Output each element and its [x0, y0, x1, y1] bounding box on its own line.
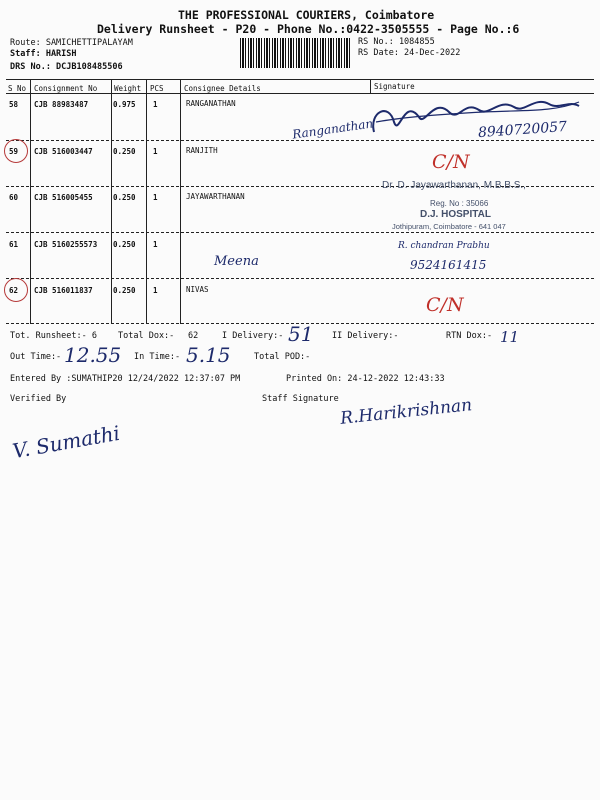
rs-date: RS Date: 24-Dec-2022 — [358, 48, 461, 58]
row-weight: 0.250 — [113, 286, 136, 295]
col-header-pcs: PCS — [150, 84, 164, 93]
i-delivery-label: I Delivery:- — [222, 331, 284, 341]
row-consignee: RANJITH — [186, 146, 218, 155]
verified-by-label: Verified By — [10, 394, 67, 404]
row-divider — [6, 232, 594, 233]
row-consignment-no: CJB 5160255573 — [34, 240, 98, 249]
row-sno: 61 — [9, 240, 19, 249]
doctor-stamp-address: Jothipuram, Coimbatore - 641 047 — [392, 222, 506, 231]
row-pcs: 1 — [153, 147, 158, 156]
row-weight: 0.975 — [113, 100, 136, 109]
row-sno: 59 — [9, 147, 19, 156]
runsheet-title: Delivery Runsheet - P20 - Phone No.:0422-3505555 - Page No.:6 — [97, 22, 520, 36]
row-consignment-no: CJB 516005455 — [34, 193, 93, 202]
handwritten-note: R. chandran Prabhu — [398, 241, 490, 251]
handwritten-phone: 8940720057 — [477, 118, 568, 142]
out-time-label: Out Time:- — [10, 352, 62, 362]
handwritten-name: Meena — [214, 254, 259, 269]
row-pcs: 1 — [153, 100, 158, 109]
verifier-signature: V. Sumathi — [10, 420, 122, 464]
doctor-stamp-reg: Reg. No : 35066 — [430, 199, 489, 208]
barcode-image — [240, 38, 352, 68]
company-title: THE PROFESSIONAL COURIERS, Coimbatore — [178, 8, 435, 22]
rtn-dox-label: RTN Dox:- — [446, 331, 493, 341]
doctor-stamp-hospital: D.J. HOSPITAL — [420, 209, 491, 220]
staff-signature-label: Staff Signature — [262, 394, 339, 404]
handwritten-rtn-count: 11 — [500, 328, 520, 346]
ii-delivery-label: II Delivery:- — [332, 331, 399, 341]
row-weight: 0.250 — [113, 147, 136, 156]
printed-on: Printed On: 24-12-2022 12:43:33 — [286, 374, 445, 384]
col-header-consignment: Consignment No — [34, 84, 98, 93]
row-sno: 62 — [9, 286, 19, 295]
handwritten-cn-mark: C/N — [426, 294, 464, 316]
row-consignee: JAYAWARTHANAN — [186, 192, 245, 201]
total-pod-label: Total POD:- — [254, 352, 311, 362]
doctor-stamp-name: Dr. D. Jayawarthanan, M.B.B.S., — [382, 180, 526, 191]
row-consignment-no: CJB 516011837 — [34, 286, 93, 295]
handwritten-delivery-count: 51 — [288, 322, 314, 346]
col-header-sno: S No — [8, 84, 27, 93]
row-pcs: 1 — [153, 193, 158, 202]
col-header-weight: Weight — [114, 84, 142, 93]
staff-signature: R.Harikrishnan — [339, 395, 473, 429]
row-consignment-no: CJB 88983487 — [34, 100, 89, 109]
row-pcs: 1 — [153, 286, 158, 295]
col-header-consignee: Consignee Details — [184, 84, 261, 93]
row-consignment-no: CJB 516003447 — [34, 147, 93, 156]
col-divider — [180, 80, 181, 324]
row-sno: 58 — [9, 100, 19, 109]
row-pcs: 1 — [153, 240, 158, 249]
row-weight: 0.250 — [113, 240, 136, 249]
col-header-signature: Signature — [374, 82, 415, 91]
row-weight: 0.250 — [113, 193, 136, 202]
total-dox-value: 62 — [188, 331, 199, 341]
table-top-border — [6, 79, 594, 80]
handwritten-phone: 9524161415 — [410, 258, 487, 272]
route-label: Route: SAMICHETTIPALAYAM — [10, 38, 133, 48]
col-divider — [146, 80, 147, 324]
handwritten-out-time: 12.55 — [64, 343, 122, 367]
handwritten-name: Ranganathan — [291, 116, 374, 142]
handwritten-in-time: 5.15 — [186, 343, 231, 367]
staff-label: Staff: HARISH — [10, 49, 77, 59]
total-dox-label: Total Dox:- — [118, 331, 175, 341]
col-divider — [111, 80, 112, 324]
col-divider — [30, 80, 31, 324]
rs-number: RS No.: 1084855 — [358, 37, 435, 47]
row-divider — [6, 140, 594, 141]
entered-by: Entered By :SUMATHIP20 12/24/2022 12:37:07 PM — [10, 374, 241, 384]
row-divider — [6, 278, 594, 279]
handwritten-cn-mark: C/N — [432, 151, 470, 173]
row-consignee: NIVAS — [186, 285, 209, 294]
row-consignee: RANGANATHAN — [186, 99, 236, 108]
total-runsheet: Tot. Runsheet:- 6 — [10, 331, 97, 341]
row-sno: 60 — [9, 193, 19, 202]
drs-number: DRS No.: DCJB108485506 — [10, 62, 123, 72]
in-time-label: In Time:- — [134, 352, 181, 362]
